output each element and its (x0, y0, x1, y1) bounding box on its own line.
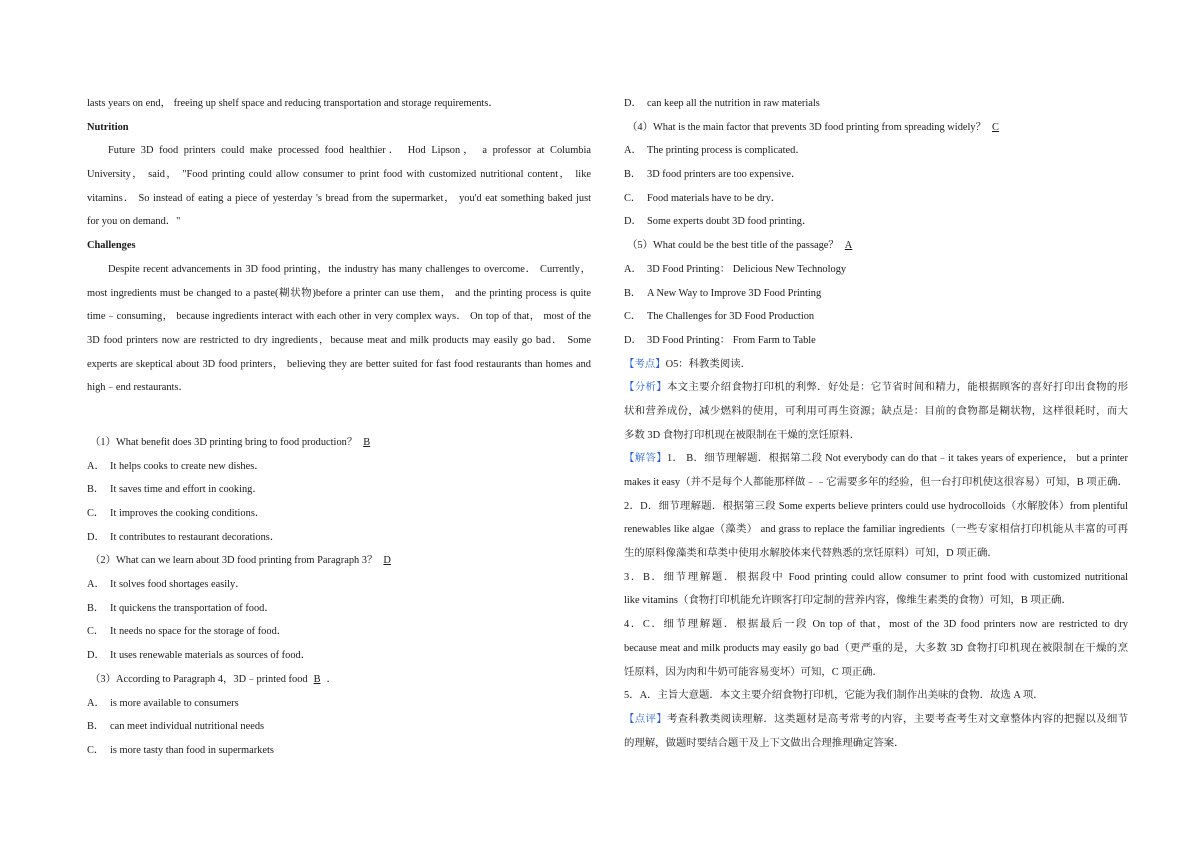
kaodian-tag: 【考点】 (624, 358, 666, 370)
challenges-line: high﹣end restaurants． (87, 382, 189, 394)
fenxi-line: 多数 3D 食物打印机现在被限制在干燥的烹饪原料． (624, 429, 861, 441)
question-5 (624, 234, 1128, 258)
question-stem: （5）What could be the best title of the passage？ (627, 240, 839, 252)
fenxi-line: 状和营养成份，减少燃料的使用，可利用可再生资源；缺点是：目前的食物都是糊状物，这样很耗时，而大 (624, 405, 1128, 417)
jieda-tag: 【解答】 (624, 453, 667, 465)
left-column (87, 92, 591, 763)
nutrition-line: for you on demand．" (87, 216, 181, 228)
kaodian-line: 【考点】O5：科教类阅读． (624, 358, 751, 370)
challenges-line: Despite recent advancements in 3D food printing，the industry has many challenges to overcome． Currently， (108, 263, 591, 275)
right-column (624, 92, 1128, 755)
jieda-line: 饪原料，因为肉和牛奶可能容易变坏）可知，C 项正确． (624, 666, 883, 678)
challenges-line: 3D food printers now are restricted to dry ingredients，because meat and milk products may easily go bad． Some (87, 334, 591, 346)
jieda-line: like vitamins（食物打印机能允许顾客打印定制的营养内容，像维生素类的食物）可知，B 项正确． (624, 595, 1072, 607)
jieda-line: 【解答】1． B．细节理解题．根据第二段 Not everybody can do that﹣it takes years of experience， but a printer (624, 453, 1128, 465)
option: B． can meet individual nutritional needs (87, 721, 265, 733)
option: C． is more tasty than food in supermarkets (87, 744, 274, 756)
question-stem: （1）What benefit does 3D printing bring to food production？ (90, 436, 358, 448)
option: D． 3D Food Printing： From Farm to Table (624, 334, 816, 346)
jieda-line: makes it easy（并不是每个人都能那样做﹣﹣它需要多年的经验，但一台打印机使这很容易）可知，B 项正确． (624, 477, 1128, 488)
nutrition-line: University， said， "Food printing could allow consumer to print food with customized nutritional content， like (87, 169, 591, 181)
challenges-line: time﹣consuming， because ingredients interact with each other in very complex ways． On top of that， most of the (87, 311, 591, 323)
fenxi-line: 【分析】本文主要介绍食物打印机的利弊．好处是：它节省时间和精力，能根据顾客的喜好打印出食物的形 (624, 382, 1128, 394)
question-stem: （2）What can we learn about 3D food printing from Paragraph 3？ (90, 555, 378, 567)
jieda-line: 2．D．细节理解题．根据第三段 Some experts believe printers could use hydrocolloids（水解胶体）from plentiful (624, 500, 1128, 512)
option: B． 3D food printers are too expensive． (624, 169, 802, 181)
jieda-line: 3．B．细节理解题．根据段中 Food printing could allow consumer to print food with customized nutritional (624, 571, 1128, 583)
answer-blank: B (313, 673, 321, 685)
option: B． A New Way to Improve 3D Food Printing (624, 287, 822, 299)
question-3: （3）According to Paragraph 4，3D﹣printed food B ． (87, 668, 591, 692)
answer-blank: D (383, 555, 391, 567)
option: D． It uses renewable materials as sources of food． (87, 650, 312, 662)
option: D． can keep all the nutrition in raw materials (624, 98, 820, 109)
question-stem: （4）What is the main factor that prevents 3D food printing from spreading widely？ (627, 121, 986, 133)
option: C． It improves the cooking conditions． (87, 508, 266, 519)
option: A． 3D Food Printing： Delicious New Technology (624, 263, 847, 275)
option: C． It needs no space for the storage of food． (87, 626, 288, 638)
option: C． Food materials have to be dry． (624, 192, 782, 204)
option: A． It helps cooks to create new dishes． (87, 460, 265, 472)
option: B． It quickens the transportation of food． (87, 602, 275, 614)
challenges-line: experts are skeptical about 3D food printers， believing they are better suited for fast food restaurants than homes and (87, 358, 591, 370)
option: A． is more available to consumers (87, 697, 239, 709)
fenxi-tag: 【分析】 (624, 382, 667, 394)
jieda-line: 4．C．细节理解题．根据最后一段 On top of that，most of the 3D food printers now are restricted to dry (624, 619, 1128, 631)
jieda-line: 5．A．主旨大意题．本文主要介绍食物打印机，它能为我们制作出美味的食物．故选 A 项． (624, 690, 1044, 702)
option: D． It contributes to restaurant decorations． (87, 531, 281, 543)
question-stem: （3）According to Paragraph 4，3D﹣printed food (90, 673, 308, 685)
option: A． It solves food shortages easily． (87, 579, 246, 591)
answer-blank: C (991, 121, 999, 133)
passage-paragraph-end: lasts years on end， freeing up shelf space and reducing transportation and storage requirements． (87, 98, 499, 109)
jieda-line: because meat and milk products may easily go bad（更严重的是，大多数 3D 食物打印机现在被限制在干燥的烹 (624, 642, 1128, 654)
question-1 (87, 431, 591, 455)
option: C． The Challenges for 3D Food Production (624, 311, 815, 323)
dianping-line: 【点评】考查科教类阅读理解．这类题材是高考常考的内容，主要考查考生对文章整体内容的把握以及细节 (624, 713, 1128, 725)
option: D． Some experts doubt 3D food printing． (624, 216, 813, 228)
question-2 (87, 549, 591, 573)
jieda-line: 生的原料像藻类和草类中使用水解胶体来代替熟悉的烹饪原料）可知，D 项正确． (624, 548, 998, 560)
option: B． It saves time and effort in cooking． (87, 484, 263, 496)
answer-blank: A (844, 240, 853, 252)
dianping-tag: 【点评】 (624, 713, 667, 725)
question-4 (624, 116, 1128, 140)
nutrition-line: Future 3D food printers could make processed food healthier． Hod Lipson， a professor at Columbia (108, 145, 591, 157)
challenges-line: most ingredients must be changed to a paste(糊状物)before a printer can use them， and the printing process is quite (87, 287, 591, 299)
nutrition-line: vitamins． So instead of eating a piece of yesterday 's bread from the supermarket， you'd eat something baked just (87, 192, 591, 204)
heading-challenges: Challenges (87, 240, 136, 252)
answer-blank: B (363, 436, 371, 448)
option: A． The printing process is complicated． (624, 145, 806, 157)
heading-nutrition: Nutrition (87, 121, 129, 133)
dianping-line: 的理解，做题时要结合题干及上下文做出合理推理确定答案． (624, 737, 905, 749)
jieda-line: renewables like algae（藻类） and grass to replace the familiar ingredients（一些专家相信打印机能从丰富的可再 (624, 524, 1128, 536)
